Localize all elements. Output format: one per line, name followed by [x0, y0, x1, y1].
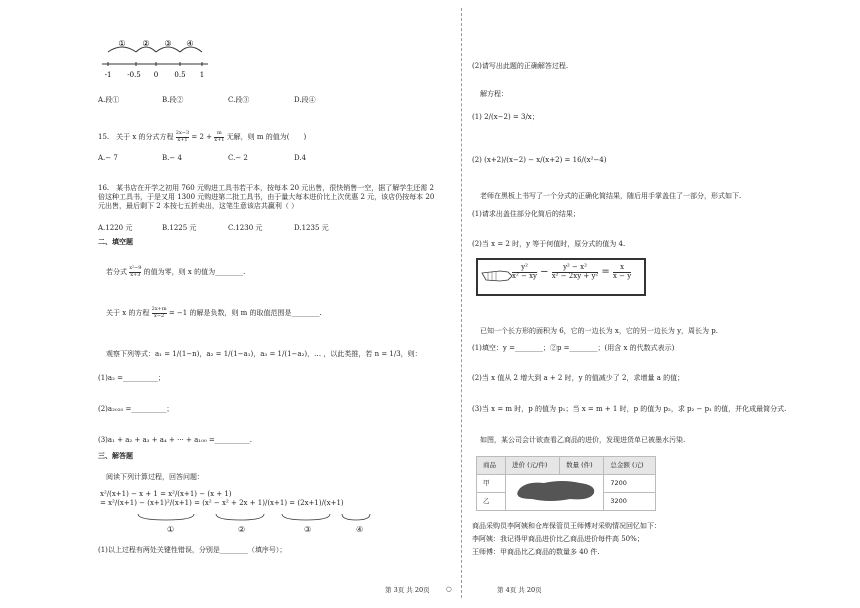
fill3-part-2: (2)a₂₀₂₀ =__________；	[98, 405, 174, 413]
fill1-frac: $\frac{\text{x²−9}}{x+3}$	[129, 265, 142, 278]
segment-label-3: ③	[164, 39, 172, 48]
purchase-table	[476, 456, 656, 511]
reading-part-2: (2)请写出此题的正确解答过程.	[472, 62, 569, 70]
q15-mid: = 2 +	[191, 133, 213, 141]
fill1-post: 的值为零，则 x 的值为________.	[143, 268, 246, 276]
calc-expr-0: x²/(x+1) − x + 1	[100, 490, 158, 498]
company-problem: 如图，某公司会计欲查看乙商品的进价，发现进货单已被墨水污染.	[480, 436, 686, 444]
equation-1: (1) 2/(x−2) = 3/x；	[472, 113, 539, 121]
step-label-3: ③	[304, 525, 312, 534]
rectangle-part-3: (3)当 x = m 时，p 的值为 p₁；当 x = m + 1 时，p 的值为 p₂，求 p₂ − p₁ 的值，并化成最简分式.	[472, 405, 787, 413]
tick-label: 1	[199, 71, 205, 79]
rectangle-problem: 已知一个长方形的面积为 6，它的一边长为 x，它的另一边长为 y，周长为 p.	[480, 327, 718, 335]
option-b: B.− 4	[162, 154, 182, 162]
fill-question-3: 观察下列等式：a₁ = 1/(1−n)，a₂ = 1/(1−a₁)，a₃ = 1/(1−a₂)，… ，以此类推，若 n = 1/3，则：	[106, 350, 422, 358]
q15-stem-post: 无解，则 m 的值为( )	[226, 133, 307, 141]
option-d: D.1235 元	[294, 224, 329, 232]
fill2-frac: $\frac{2x+m}{x-2}$	[151, 306, 167, 319]
rectangle-part-1: (1)填空：y =________；②p =________；(用含 x 的代数式表示)	[472, 344, 675, 352]
recall-wang: 王师傅：甲商品比乙商品的数量多 40 件.	[472, 548, 600, 556]
fill3-part-3: (3)a₁ + a₂ + a₃ + a₄ + ··· + a₁₀₀ =__________.	[98, 436, 252, 444]
boxed-expression: $\frac{\text{y²}}{\text{x² − xy}}$ − $\frac{\text{y² − x²}}{\text{x² − 2xy + y²}}$ = $\frac{x}{x - y}$	[512, 263, 632, 280]
fill1-pre: 若分式	[106, 268, 127, 276]
fill2-pre: 关于 x 的方程	[106, 309, 150, 317]
calculation-steps	[100, 490, 344, 508]
tick-label: -1	[104, 71, 112, 79]
calc-expr-2: = x²/(x+1) − (x+1)²/(x+1)	[100, 498, 192, 507]
boxed-frac-b: $\frac{\text{y² − x²}}{\text{x² − 2xy + y²}}$	[551, 263, 599, 280]
table-cell: 7200	[604, 475, 656, 493]
step-label-1: ①	[167, 525, 175, 534]
fill-question-2	[106, 307, 322, 319]
option-c: C.1230 元	[228, 224, 263, 232]
ink-stain	[510, 477, 600, 507]
step-braces	[136, 512, 376, 524]
table-cell: 3200	[604, 493, 656, 511]
fill2-post: = −1 的解是负数，则 m 的取值范围是________.	[168, 309, 322, 317]
option-c: C.− 2	[228, 154, 248, 162]
tick-label: -0.5	[127, 71, 141, 79]
table-header-cell: 数量 (件)	[560, 457, 604, 475]
binding-circle: ○	[446, 585, 452, 593]
page-divider	[461, 8, 462, 598]
boxed-frac-c: $\frac{x}{x - y}$	[613, 263, 632, 280]
fill-question-1	[106, 266, 245, 278]
reading-part-1: (1)以上过程有两处关键性错误，分别是________（填序号）；	[98, 546, 287, 554]
teacher-problem: 老师在黑板上书写了一个分式的正确化简结果，随后用手掌盖住了一部分，形式如下.	[480, 192, 742, 200]
calc-expr-3: = (x² − x² + 2x + 1)/(x+1)	[194, 498, 288, 507]
section-answer-questions: 三、解答题	[98, 452, 133, 460]
section-fill-in-blanks: 二、填空题	[98, 238, 133, 246]
step-label-2: ②	[238, 525, 246, 534]
table-header-cell: 商品	[477, 457, 506, 475]
covered-expression-box	[476, 258, 646, 296]
table-header-cell: 总金额 (元)	[604, 457, 656, 475]
option-d: D.4	[294, 154, 307, 162]
fill3-part-1: (1)a₂ =__________；	[98, 374, 165, 382]
option-b: B.段②	[162, 96, 184, 104]
teacher-part-1: (1)请求出盖住部分化简后的结果；	[472, 210, 580, 218]
teacher-part-2: (2)当 x = 2 时，y 等于何值时，原分式的值为 4.	[472, 240, 626, 248]
tick-label: 0	[153, 71, 159, 79]
recall-intro: 商品采购员李阿姨和仓库保管员王师傅对采购情况回忆如下：	[472, 522, 661, 530]
question-15	[98, 131, 306, 143]
option-c: C.段③	[228, 96, 250, 104]
table-header-cell: 进价 (元/件)	[506, 457, 560, 475]
solve-title: 解方程：	[480, 90, 508, 98]
reading-question-stem: 阅读下列计算过程，回答问题：	[106, 473, 204, 481]
segment-label-4: ④	[186, 39, 194, 48]
equation-2: (2) (x+2)/(x−2) − x/(x+2) = 16/(x²−4)	[472, 156, 607, 164]
table-cell: 乙	[477, 493, 506, 511]
number-line-figure	[98, 22, 218, 82]
calc-expr-4: = (2x+1)/(x+1)	[289, 498, 344, 507]
page-number-left: 第 3页 共 20页	[385, 586, 430, 594]
option-d: D.段④	[294, 96, 316, 104]
recall-li: 李阿姨：我记得甲商品进价比乙商品进价每件高 50%；	[472, 535, 644, 543]
q15-stem-pre: 15. 关于 x 的分式方程	[98, 133, 174, 141]
segment-label-1: ①	[118, 39, 126, 48]
table-row	[477, 475, 656, 493]
q15-frac-1: $\frac{2x-3}{x+1}$	[175, 130, 190, 143]
page-number-right: 第 4页 共 20页	[497, 586, 542, 594]
option-a: A.段①	[98, 96, 120, 104]
ink-stain-cell	[506, 475, 604, 511]
table-header-row	[477, 457, 656, 475]
q15-frac-2: $\frac{m}{x+1}$	[214, 130, 225, 143]
purchase-table-wrap	[476, 456, 656, 511]
step-label-4: ④	[356, 525, 364, 534]
rectangle-part-2: (2)当 x 值从 2 增大到 a + 2 时，y 的值减少了 2，求增量 a 的值；	[472, 374, 685, 382]
calc-expr-1: = x²/(x+1) − (x + 1)	[160, 490, 232, 498]
question-16: 16. 某书店在开学之初用 760 元购进工具书若干本，按每本 20 元出售，很快销售一空，据了解学生还需 2 倍这种工具书，于是又用 1300 元购进第二批工具书，由于量大每本进价比上次优惠 2 元，该店仍按每本 20 元出售，最后剩下 2 本按七五折卖出，这笔生意该店共赢利（ ）	[98, 184, 435, 210]
table-cell: 甲	[477, 475, 506, 493]
option-a: A.1220 元	[98, 224, 133, 232]
option-b: B.1225 元	[162, 224, 197, 232]
segment-label-2: ②	[142, 39, 150, 48]
tick-label: 0.5	[174, 71, 186, 79]
boxed-frac-a: $\frac{\text{y²}}{\text{x² − xy}}$	[512, 263, 537, 280]
option-a: A.− 7	[98, 154, 118, 162]
